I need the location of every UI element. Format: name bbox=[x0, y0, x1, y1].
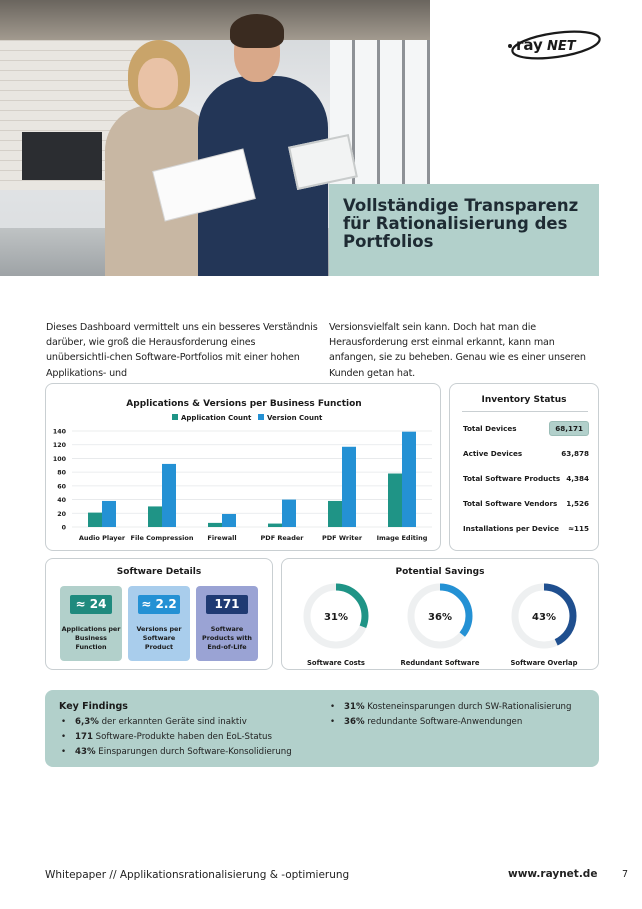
savings-donut bbox=[301, 581, 371, 651]
inventory-row bbox=[463, 446, 589, 460]
bar bbox=[328, 501, 342, 527]
inventory-row-value: ≈115 bbox=[567, 524, 589, 533]
inventory-row-value: 1,526 bbox=[566, 499, 589, 508]
inventory-status-panel bbox=[449, 383, 599, 551]
bar bbox=[388, 474, 402, 527]
inventory-row bbox=[463, 496, 589, 510]
inventory-row bbox=[463, 471, 589, 485]
inventory-row-label: Installations per Device bbox=[463, 524, 560, 533]
hero-man-hair bbox=[230, 14, 284, 48]
software-detail-card bbox=[128, 586, 190, 661]
bar-chart bbox=[46, 384, 442, 552]
bullet-icon: • bbox=[61, 747, 67, 757]
software-detail-card bbox=[60, 586, 122, 661]
bullet-icon: • bbox=[330, 717, 336, 727]
bar bbox=[208, 523, 222, 527]
key-finding-text: der erkannten Geräte sind inaktiv bbox=[98, 717, 247, 727]
key-finding-item bbox=[61, 732, 272, 742]
chart-title: Applications & Versions per Business Function bbox=[126, 399, 362, 409]
legend-label: Application Count bbox=[181, 414, 252, 422]
x-tick-label: Audio Player bbox=[78, 534, 126, 542]
bar bbox=[148, 506, 162, 527]
inventory-row-label: Active Devices bbox=[463, 449, 523, 458]
key-finding-item bbox=[330, 702, 571, 712]
bar bbox=[268, 524, 282, 527]
software-detail-value: ≈ 24 bbox=[70, 595, 112, 614]
donut-percent: 43% bbox=[532, 612, 556, 623]
donut-percent: 31% bbox=[324, 612, 348, 623]
legend-label: Version Count bbox=[267, 414, 323, 422]
bar bbox=[402, 432, 416, 527]
software-details-panel bbox=[45, 558, 273, 670]
y-tick-label: 20 bbox=[57, 510, 66, 518]
x-tick-label: PDF Reader bbox=[260, 534, 304, 542]
key-finding-value: 31% bbox=[344, 702, 365, 712]
bar bbox=[222, 514, 236, 527]
software-detail-label: Applications per Business Function bbox=[61, 625, 121, 651]
key-findings-panel bbox=[45, 690, 599, 767]
y-tick-label: 140 bbox=[52, 428, 66, 436]
key-finding-item bbox=[330, 717, 522, 727]
x-tick-label: Image Editing bbox=[376, 534, 428, 542]
y-tick-label: 40 bbox=[57, 497, 66, 505]
savings-label: Redundant Software bbox=[400, 659, 480, 667]
title-box bbox=[329, 184, 599, 276]
bar bbox=[88, 513, 102, 527]
software-details-title: Software Details bbox=[116, 567, 202, 577]
footer-document-title: Whitepaper // Applikationsrationalisierung & -optimierung bbox=[45, 869, 350, 881]
savings-donut bbox=[509, 581, 579, 651]
raynet-logo bbox=[506, 28, 602, 62]
inventory-row-value: 63,878 bbox=[561, 449, 589, 458]
footer-website-link[interactable]: www.raynet.de bbox=[508, 868, 598, 880]
svg-text:ray: ray bbox=[516, 36, 543, 54]
key-finding-text: Einsparungen durch Software-Konsolidierung bbox=[95, 747, 292, 757]
software-detail-value: ≈ 2.2 bbox=[138, 595, 180, 614]
savings-label: Software Overlap bbox=[510, 659, 578, 667]
bar bbox=[102, 501, 116, 527]
inventory-row-label: Total Devices bbox=[463, 424, 517, 433]
inventory-row-value: 68,171 bbox=[549, 421, 589, 436]
key-finding-value: 43% bbox=[75, 747, 96, 757]
software-detail-label: Versions per Software Product bbox=[136, 625, 182, 651]
potential-savings-panel bbox=[281, 558, 599, 670]
bar bbox=[342, 447, 356, 527]
bar bbox=[282, 500, 296, 527]
savings-donut bbox=[405, 581, 475, 651]
inventory-row-label: Total Software Vendors bbox=[463, 499, 558, 508]
x-tick-label: File Compression bbox=[130, 534, 194, 542]
x-tick-label: PDF Writer bbox=[321, 534, 363, 542]
hero-monitor bbox=[22, 132, 102, 180]
key-findings-title: Key Findings bbox=[59, 701, 128, 712]
page-title: Vollständige Transparenz für Rationalisierung des Portfolios bbox=[343, 196, 579, 251]
bullet-icon: • bbox=[61, 732, 67, 742]
intro-text-right: Versionsvielfalt sein kann. Doch hat man die Herausforderung erst einmal erkannt, kann man anfangen, sie zu beheben. Genau wie es einer unseren Kunden getan hat. bbox=[329, 322, 586, 379]
svg-text:NET: NET bbox=[547, 39, 576, 54]
y-tick-label: 80 bbox=[57, 469, 66, 477]
applications-versions-chart-panel bbox=[45, 383, 441, 551]
software-detail-value: 171 bbox=[206, 595, 248, 614]
legend-swatch bbox=[258, 414, 264, 420]
bar bbox=[162, 464, 176, 527]
legend-swatch bbox=[172, 414, 178, 420]
software-detail-card bbox=[196, 586, 258, 661]
inventory-row-label: Total Software Products bbox=[463, 474, 561, 483]
inventory-title: Inventory Status bbox=[481, 395, 567, 405]
page-number: 7 bbox=[622, 869, 629, 880]
key-finding-text: Software-Produkte haben den EoL-Status bbox=[92, 732, 272, 742]
key-finding-value: 171 bbox=[75, 732, 93, 742]
bullet-icon: • bbox=[330, 702, 336, 712]
intro-text-left: Dieses Dashboard vermittelt uns ein besseres Verständnis darüber, wie groß die Herausforderung eines unübersichtli-chen Software-Portfolios mit einer hohen Applikations- und bbox=[46, 322, 318, 379]
savings-label: Software Costs bbox=[307, 659, 365, 667]
inventory-row bbox=[463, 421, 589, 435]
y-tick-label: 120 bbox=[52, 442, 66, 450]
bullet-icon: • bbox=[61, 717, 67, 727]
key-finding-value: 6,3% bbox=[75, 717, 99, 727]
inventory-row bbox=[463, 521, 589, 535]
key-finding-value: 36% bbox=[344, 717, 365, 727]
software-detail-label: Software Products with End-of-Life bbox=[202, 625, 252, 651]
key-finding-text: redundante Software-Anwendungen bbox=[364, 717, 523, 727]
inventory-divider bbox=[462, 411, 588, 412]
key-finding-text: Kosteneinsparungen durch SW-Rationalisierung bbox=[364, 702, 572, 712]
hero-woman-face bbox=[138, 58, 178, 108]
key-finding-item bbox=[61, 717, 247, 727]
inventory-row-value: 4,384 bbox=[566, 474, 589, 483]
donut-percent: 36% bbox=[428, 612, 452, 623]
y-tick-label: 0 bbox=[61, 524, 66, 532]
potential-savings-title: Potential Savings bbox=[395, 567, 485, 577]
x-tick-label: Firewall bbox=[207, 534, 237, 542]
y-tick-label: 60 bbox=[57, 483, 66, 491]
hero-ceiling bbox=[0, 0, 430, 40]
y-tick-label: 100 bbox=[52, 455, 66, 463]
key-finding-item bbox=[61, 747, 292, 757]
